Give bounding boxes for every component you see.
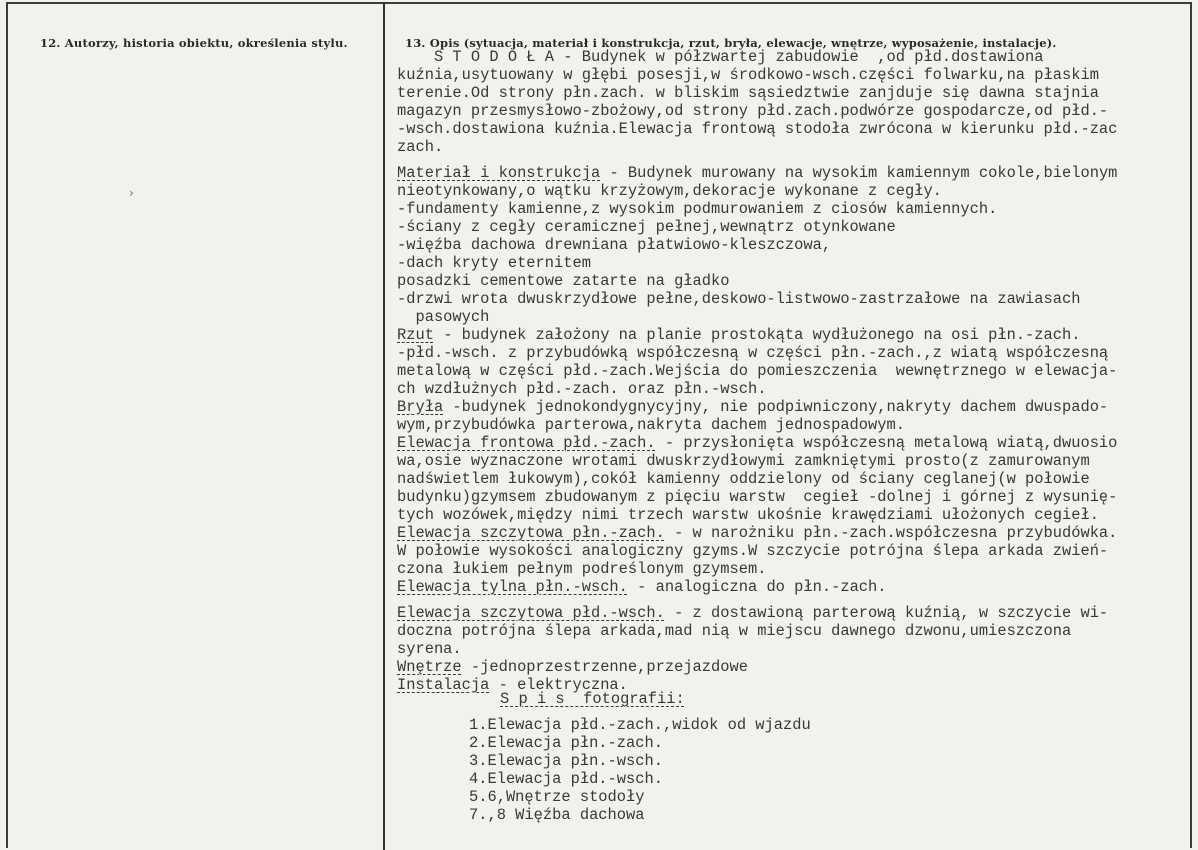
- elewacja-szczytowa-pld-section: [397, 604, 1195, 658]
- wnetrze-heading: Wnętrze: [397, 658, 462, 676]
- frame-left-border: [6, 2, 8, 848]
- rzut-line: - budynek założony na planie prostokąta wydłużonego na osi płn.-zach.: [433, 326, 1081, 344]
- material-line: nieotynkowany,o wątku krzyżowym,dekoracje wykonane z cegły.: [397, 182, 942, 200]
- margin-mark: ›: [129, 186, 134, 200]
- photo-list-item: 4.Elewacja płd.-wsch.: [469, 770, 663, 788]
- elewacja-frontowa-line: nadświetlem łukowym),cokół kamienny oddzielony od ściany ceglanej(w połowie: [397, 470, 1090, 488]
- photo-list-item: 3.Elewacja płn.-wsch.: [469, 752, 663, 770]
- elewacja-tylna-heading: Elewacja tylna płn.-wsch.: [397, 578, 628, 596]
- photo-list-item: 1.Elewacja płd.-zach.,widok od wjazdu: [469, 716, 811, 734]
- material-line: -więźba dachowa drewniana płatwiowo-kleszczowa,: [397, 236, 832, 254]
- elewacja-frontowa-line: - przysłonięta współczesną metalową wiatą,dwuosio: [655, 434, 1118, 452]
- elewacja-szczytowa-pln-line: - w narożniku płn.-zach.współczesna przybudówka.: [664, 524, 1118, 542]
- rzut-line: -płd.-wsch. z przybudówką współczesną w części płn.-zach.,z wiatą współczesną: [397, 344, 1109, 362]
- elewacja-szczytowa-pln-section: [397, 524, 1195, 578]
- material-line: pasowych: [397, 308, 490, 326]
- material-line: -fundamenty kamienne,z wysokim podmurowaniem z ciosów kamiennych.: [397, 200, 998, 218]
- photo-list-item: 2.Elewacja płn.-zach.: [469, 734, 663, 752]
- frame-top-border: [6, 2, 1192, 4]
- intro-line: terenie.Od strony płn.zach. w bliskim sąsiedztwie zanjduje się dawna stajnia: [397, 84, 1099, 102]
- material-line: -dach kryty eternitem: [397, 254, 591, 272]
- intro-line: -wsch.dostawiona kuźnia.Elewacja frontową stodoła zwrócona w kierunku płd.-zac: [397, 120, 1118, 138]
- wnetrze-line: -jednoprzestrzenne,przejazdowe: [461, 658, 748, 676]
- instalacja-heading: Instalacja: [397, 676, 490, 694]
- rzut-section: [397, 326, 1195, 398]
- intro-line: magazyn przesmysłowo-zbożowy,od strony płd.zach.podwórze gospodarcze,od płd.-: [397, 102, 1109, 120]
- material-line: posadzki cementowe zatarte na gładko: [397, 272, 730, 290]
- elewacja-frontowa-line: budynku)gzymsem zbudowanym z pięciu warstw cegieł -dolnej i górnej z wysunię-: [397, 488, 1118, 506]
- intro-line: kuźnia,usytuowany w głębi posesji,w środkowo-wsch.części folwarku,na płaskim: [397, 66, 1099, 84]
- instalacja-line: - elektryczna.: [489, 676, 628, 694]
- elewacja-szczytowa-pld-line: - z dostawioną parterową kuźnią, w szczycie wi-: [664, 604, 1109, 622]
- material-heading: Materiał i konstrukcja: [397, 164, 601, 182]
- elewacja-frontowa-heading: Elewacja frontowa płd.-zach.: [397, 434, 656, 452]
- bryla-line: wym,przybudówka parterowa,nakryta dachem jednospadowym.: [397, 416, 905, 434]
- elewacja-frontowa-line: tych wozówek,między nimi trzech warstw ukośnie krawędziami ułożonych cegieł.: [397, 506, 1099, 524]
- photo-list-item: 7.,8 Więźba dachowa: [469, 806, 645, 824]
- rzut-line: ch wzdłużnych płd.-zach. oraz płn.-wsch.: [397, 380, 767, 398]
- elewacja-szczytowa-pld-line: syrena.: [397, 640, 462, 658]
- intro-line: zach.: [397, 138, 444, 156]
- photo-list-item: 5.6,Wnętrze stodoły: [469, 788, 645, 806]
- elewacja-szczytowa-pln-line: W połowie wysokości analogiczny gzyms.W szczycie potrójna ślepa arkada zwień-: [397, 542, 1109, 560]
- elewacja-tylna-section: [397, 578, 1195, 596]
- elewacja-szczytowa-pld-line: doczna potrójna ślepa arkada,mad nią w miejscu dawnego dzwonu,umieszczona: [397, 622, 1072, 640]
- material-section: [397, 164, 1195, 326]
- intro-line: S T O D O Ł A - Budynek w półzwartej zabudowie ,od płd.dostawiona: [397, 48, 1044, 66]
- section-12-label: 12. Autorzy, historia obiektu, określenia stylu.: [40, 36, 348, 50]
- rzut-heading: Rzut: [397, 326, 434, 344]
- bryla-heading: Bryła: [397, 398, 444, 416]
- column-divider: [383, 2, 385, 850]
- material-line: -ściany z cegły ceramicznej pełnej,wewnątrz otynkowane: [397, 218, 896, 236]
- material-line: -drzwi wrota dwuskrzydłowe pełne,deskowo-listwowo-zastrzałowe na zawiasach: [397, 290, 1081, 308]
- intro-paragraph: [397, 48, 1195, 156]
- elewacja-frontowa-line: wa,osie wyznaczone wrotami dwuskrzydłowymi zamkniętymi prosto(z zamurowanym: [397, 452, 1090, 470]
- description-body: [397, 48, 1195, 694]
- section-13-label: 13. Opis (sytuacja, materiał i konstrukcja, rzut, bryła, elewacje, wnętrze, wyposażenie, instalacje).: [405, 36, 1057, 50]
- elewacja-szczytowa-pld-heading: Elewacja szczytowa płd.-wsch.: [397, 604, 665, 622]
- elewacja-szczytowa-pln-heading: Elewacja szczytowa płn.-zach.: [397, 524, 665, 542]
- elewacja-frontowa-section: [397, 434, 1195, 524]
- bryla-line: -budynek jednokondygnycyjny, nie podpiwniczony,nakryty dachem dwuspado-: [443, 398, 1109, 416]
- rzut-line: metalową w części płd.-zach.Wejścia do pomieszczenia wewnętrznego w elewacja-: [397, 362, 1118, 380]
- bryla-section: [397, 398, 1195, 434]
- photo-list: [469, 716, 811, 824]
- wnetrze-section: [397, 658, 1195, 676]
- photo-list-title: S p i s fotografii:: [500, 690, 685, 708]
- material-line: - Budynek murowany na wysokim kamiennym cokole,bielonym: [600, 164, 1118, 182]
- elewacja-tylna-line: - analogiczna do płn.-zach.: [627, 578, 887, 596]
- elewacja-szczytowa-pln-line: czona łukiem pełnym podreślonym gzymsem.: [397, 560, 767, 578]
